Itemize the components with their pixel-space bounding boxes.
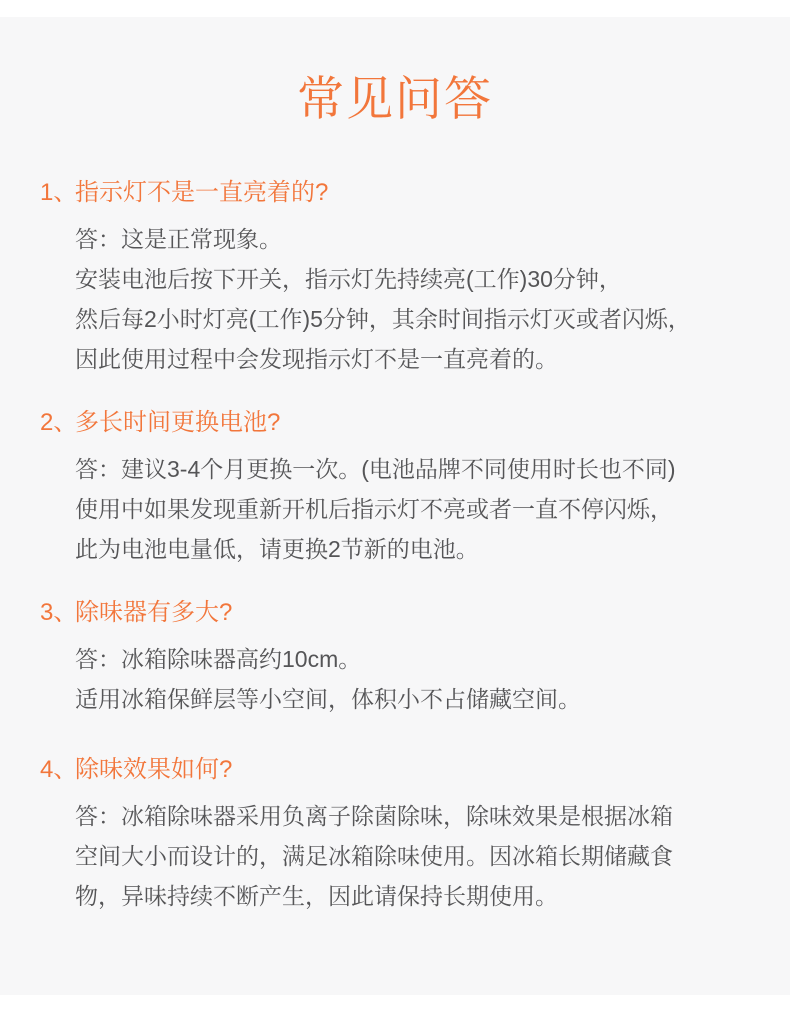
faq-question-2 xyxy=(40,410,750,436)
faq-answer-3-line-2: 适用冰箱保鲜层等小空间，体积小不占储藏空间。 xyxy=(75,686,581,712)
faq-question-4 xyxy=(40,757,750,783)
faq-answer-2-line-2: 使用中如果发现重新开机后指示灯不亮或者一直不停闪烁， xyxy=(75,496,673,522)
faq-answer-2-line-3: 此为电池电量低，请更换2节新的电池。 xyxy=(75,536,479,562)
faq-question-4-text: 除味效果如何? xyxy=(75,756,233,783)
faq-answer-2 xyxy=(40,449,750,569)
faq-answer-2-line-1: 答：建议3-4个月更换一次。(电池品牌不同使用时长也不同) xyxy=(75,456,676,482)
faq-question-3-text: 除味器有多大? xyxy=(75,599,233,626)
faq-question-1-number: 1、 xyxy=(40,179,78,206)
faq-answer-4-line-2: 空间大小而设计的，满足冰箱除味使用。因冰箱长期储藏食 xyxy=(75,843,673,869)
faq-answer-3 xyxy=(40,639,750,719)
faq-question-3 xyxy=(40,600,750,626)
faq-question-3-number: 3、 xyxy=(40,599,78,626)
faq-content xyxy=(0,17,790,916)
faq-item-2 xyxy=(40,410,750,569)
faq-answer-4-line-1: 答：冰箱除味器采用负离子除菌除味，除味效果是根据冰箱 xyxy=(75,803,673,829)
faq-question-2-number: 2、 xyxy=(40,409,78,436)
page-title: 常见问答 xyxy=(297,72,493,125)
faq-answer-1-line-4: 因此使用过程中会发现指示灯不是一直亮着的。 xyxy=(75,346,558,372)
faq-answer-1-line-2: 安装电池后按下开关，指示灯先持续亮(工作)30分钟， xyxy=(75,266,622,292)
faq-answer-1-line-1: 答：这是正常现象。 xyxy=(75,226,282,252)
faq-question-1-text: 指示灯不是一直亮着的? xyxy=(75,179,329,206)
faq-item-3 xyxy=(40,600,750,719)
faq-answer-1 xyxy=(40,219,750,379)
faq-item-1 xyxy=(40,180,750,379)
faq-answer-4 xyxy=(40,796,750,916)
faq-question-4-number: 4、 xyxy=(40,756,78,783)
faq-question-1 xyxy=(40,180,750,206)
faq-answer-4-line-3: 物，异味持续不断产生，因此请保持长期使用。 xyxy=(75,883,558,909)
faq-question-2-text: 多长时间更换电池? xyxy=(75,409,281,436)
faq-answer-3-line-1: 答：冰箱除味器高约10cm。 xyxy=(75,646,362,672)
faq-item-4 xyxy=(40,757,750,916)
faq-panel xyxy=(0,17,790,995)
faq-answer-1-line-3: 然后每2小时灯亮(工作)5分钟，其余时间指示灯灭或者闪烁， xyxy=(75,306,691,332)
